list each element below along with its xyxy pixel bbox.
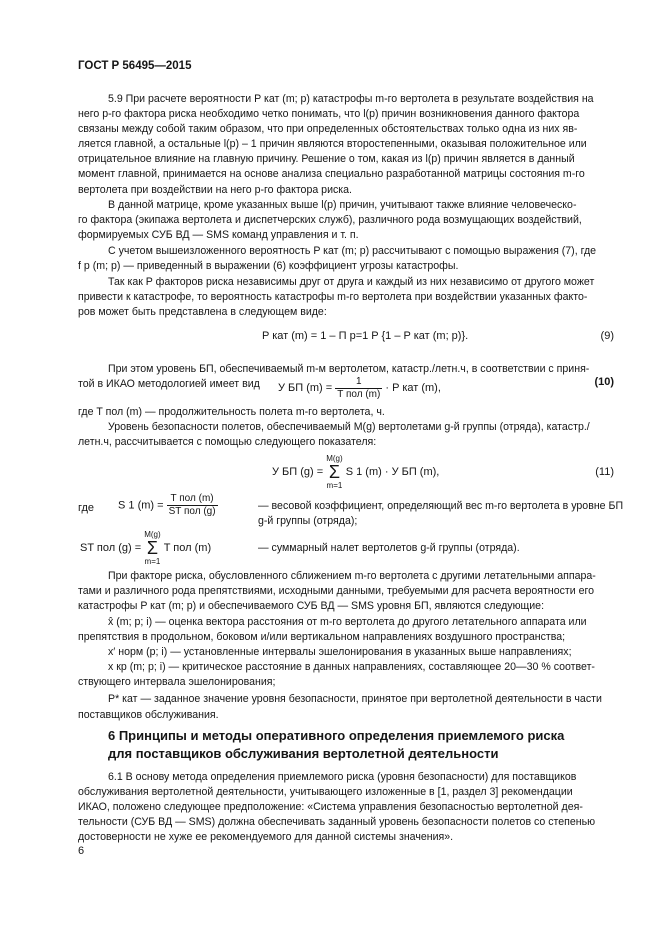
eq11-rhs: S 1 (m) · У БП (m),	[345, 465, 440, 478]
eq11-sum-top: M(g)	[326, 454, 343, 463]
paragraph-6-1	[78, 770, 614, 845]
paragraph-group	[78, 420, 614, 450]
st-lhs: ST пол (g) =	[80, 541, 142, 554]
sigma-icon: Σ	[328, 462, 341, 482]
text-line: го фактора (экипажа вертолета и диспетчерских служб), различного рода возмущающих воздействий,	[78, 214, 582, 227]
s1-text-2: g-й группы (отряда);	[258, 515, 358, 527]
text-line: связаны между собой таким образом, что при определенных обстоятельствах только одна из них яв-	[78, 123, 578, 136]
text-line: него p-го фактора риска необходимо четко понимать, что l(p) причин возникновения данного фактора	[78, 108, 580, 121]
eq10-rhs: · P кат (m),	[385, 382, 441, 395]
definition-line: x̂ (m; p; i) — оценка вектора расстояния от m-го вертолета до другого летательного аппарата или	[108, 616, 587, 628]
text-line: отрицательное влияние на главную причину. Решение о том, какая из l(p) причин является в данный	[78, 153, 575, 166]
text-line: При этом уровень БП, обеспечиваемый m-м вертолетом, катастр./летн.ч, в соответствии с приня-	[108, 363, 590, 375]
definitions-list	[78, 615, 614, 723]
s1-lhs: S 1 (m) =	[118, 499, 164, 512]
s1-definition	[118, 493, 218, 518]
s1-text-1: — весовой коэффициент, определяющий вес m-го вертолета в уровне БП	[258, 500, 624, 512]
st-text: — суммарный налет вертолетов g-й группы (отряда).	[258, 542, 520, 554]
definition-line: P* кат — заданное значение уровня безопасности, принятое при вертолетной деятельности в части	[108, 693, 602, 706]
definition-line: ствующего интервала эшелонирования;	[78, 676, 276, 689]
s1-denominator: ST пол (g)	[168, 506, 216, 517]
definition-line: x кр (m; p; i) — критическое расстояние в данных направлениях, составляющее 20—30 % соответ-	[108, 661, 595, 674]
eq10-numerator: 1	[335, 376, 382, 389]
text-line: где T пол (m) — продолжительность полета m-го вертолета, ч.	[78, 406, 385, 418]
equation-10-number: (10)	[594, 376, 614, 388]
st-definition	[80, 530, 211, 566]
text-line: катастрофы P кат (m; p) и обеспечиваемого СУБ ВД — SMS уровня БП, являются следующие:	[78, 600, 545, 613]
text-line: летн.ч, рассчитывается с помощью следующего показателя:	[78, 436, 377, 449]
text-line: При факторе риска, обусловленного сближением m-го вертолета с другими летательными аппара-	[108, 570, 596, 582]
text-line: ров может быть представлена в следующем виде:	[78, 306, 327, 319]
eq10-denominator: T пол (m)	[337, 389, 381, 400]
eq11-sum-bottom: m=1	[326, 481, 343, 490]
standard-header: ГОСТ Р 56495—2015	[78, 60, 192, 72]
st-sum	[144, 530, 160, 566]
text-line: момент главной, принимается на основе анализа специально разработанной матрицы состояния m-го	[78, 168, 585, 181]
text-line: 6.1 В основу метода определения приемлемого риска (уровня безопасности) для поставщиков	[108, 771, 577, 783]
section-title-line: 6 Принципы и методы оперативного определения приемлемого риска	[108, 728, 565, 743]
text-line: вертолета при воздействии на него p-го фактора риска.	[78, 183, 352, 196]
text-line: f p (m; p) — приведенный в выражении (6) коэффициент угрозы катастрофы.	[78, 260, 459, 273]
eq10-lhs: У БП (m) =	[278, 382, 333, 395]
text-line: Уровень безопасности полетов, обеспечиваемый M(g) вертолетами g-й группы (отряда), катастр./	[108, 421, 590, 433]
st-rhs: T пол (m)	[163, 541, 212, 554]
equation-9: P кат (m) = 1 – Π p=1 P {1 – P кат (m; p)}.	[262, 330, 469, 342]
definition-line: x′ норм (p; i) — установленные интервалы эшелонирования в указанных выше направлениях;	[108, 646, 572, 659]
s1-fraction	[167, 493, 218, 518]
st-sum-bottom: m=1	[144, 557, 161, 566]
text-line: тами и различного рода препятствиями, исходными данными, требуемыми для расчета вероятности его	[78, 585, 595, 598]
text-line: привести к катастрофе, то вероятность катастрофы m-го вертолета при воздействии указанных факто-	[78, 291, 588, 304]
equation-11	[272, 454, 439, 490]
text-line: обслуживания вертолетной деятельности, учитывающего изложенные в [1, раздел 3] рекомендации	[78, 786, 573, 799]
st-sum-top: M(g)	[144, 530, 161, 539]
equation-9-number: (9)	[600, 330, 614, 342]
eq10-fraction	[335, 376, 382, 401]
where-label: где	[78, 502, 95, 514]
text-line: В данной матрице, кроме указанных выше l(p) причин, учитывают также влияние человеческо-	[108, 199, 577, 211]
paragraph-approach	[78, 569, 614, 614]
paragraph-matrix	[78, 198, 614, 243]
text-line: Так как P факторов риска независимы друг от друга и каждый из них независимо от другого может	[108, 276, 595, 288]
text-line: той в ИКАО методологией имеет вид	[78, 378, 260, 391]
text-line: ИКАО, положено следующее предположение: «Система управления безопасностью вертолетной дея-	[78, 801, 583, 814]
paragraph-5-9	[78, 92, 614, 198]
definition-line: препятствия в продольном, боковом и/или вертикальном направлениях воздушного пространства;	[78, 631, 566, 644]
text-line: формируемых СУБ ВД — SMS команд управления и т. п.	[78, 229, 359, 242]
sigma-icon: Σ	[146, 538, 159, 558]
text-line: ляется главной, а остальные l(p) – 1 причин являются второстепенными, оказывая положительное или	[78, 138, 587, 151]
text-line: С учетом вышеизложенного вероятность P кат (m; p) рассчитывают с помощью выражения (7), где	[108, 245, 597, 257]
s1-numerator: T пол (m)	[167, 493, 218, 506]
eq11-lhs: У БП (g) =	[272, 465, 324, 478]
paragraph-tpol	[78, 405, 614, 420]
eq11-sum	[326, 454, 342, 490]
paragraph-coefficient	[78, 244, 614, 274]
equation-10	[278, 368, 441, 400]
definition-line: поставщиков обслуживания.	[78, 708, 219, 721]
text-line: 5.9 При расчете вероятности P кат (m; p) катастрофы m-го вертолета в результате воздействия на	[108, 93, 594, 105]
section-title-line: для поставщиков обслуживания вертолетной деятельности	[108, 746, 499, 761]
equation-11-number: (11)	[595, 466, 614, 478]
paragraph-factors	[78, 275, 614, 320]
section-6-title	[78, 727, 614, 763]
text-line: достоверности не хуже ее рекомендуемого для данной системы значения».	[78, 831, 454, 844]
text-line: тельности (СУБ ВД — SMS) должна обеспечивать заданный уровень безопасности полетов со степенью	[78, 816, 596, 829]
page-number: 6	[78, 845, 85, 857]
